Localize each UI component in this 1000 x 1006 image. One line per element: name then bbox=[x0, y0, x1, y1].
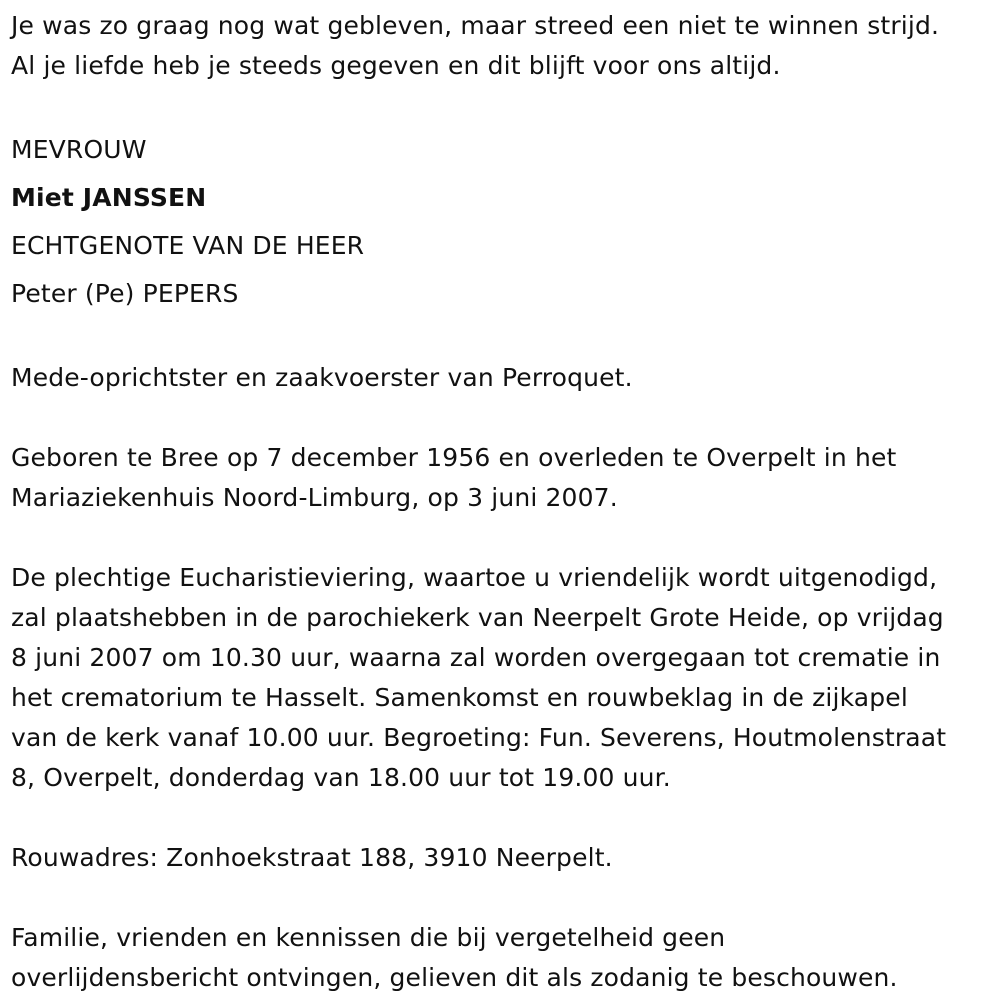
ceremony-paragraph bbox=[11, 558, 1000, 798]
birth-death-paragraph bbox=[11, 438, 1000, 518]
occupation-paragraph bbox=[11, 358, 1000, 398]
closing-paragraph bbox=[11, 918, 1000, 998]
ceremony-line: van de kerk vanaf 10.00 uur. Begroeting: Fun. Severens, Houtmolenstraat bbox=[11, 723, 947, 752]
closing-line: Familie, vrienden en kennissen die bij vergetelheid geen bbox=[11, 923, 726, 952]
ceremony-line: zal plaatshebben in de parochiekerk van Neerpelt Grote Heide, op vrijdag bbox=[11, 603, 944, 632]
spacer bbox=[11, 878, 1000, 918]
title-label: MEVROUW bbox=[11, 135, 147, 164]
spacer bbox=[11, 398, 1000, 438]
ceremony-line: 8 juni 2007 om 10.30 uur, waarna zal worden overgegaan tot crematie in bbox=[11, 643, 941, 672]
closing-line: overlijdensbericht ontvingen, gelieven dit als zodanig te beschouwen. bbox=[11, 963, 898, 992]
address-paragraph bbox=[11, 838, 1000, 878]
spacer bbox=[11, 318, 1000, 358]
name-block bbox=[11, 126, 1000, 318]
occupation-line: Mede-oprichtster en zaakvoerster van Perroquet. bbox=[11, 363, 633, 392]
relation-label: ECHTGENOTE VAN DE HEER bbox=[11, 231, 365, 260]
ceremony-line: het crematorium te Hasselt. Samenkomst en rouwbeklag in de zijkapel bbox=[11, 683, 908, 712]
verse-line: Je was zo graag nog wat gebleven, maar streed een niet te winnen strijd. bbox=[11, 11, 940, 40]
spacer bbox=[11, 518, 1000, 558]
birth-death-line: Geboren te Bree op 7 december 1956 en overleden te Overpelt in het bbox=[11, 443, 897, 472]
verse-line: Al je liefde heb je steeds gegeven en dit blijft voor ons altijd. bbox=[11, 51, 781, 80]
spacer bbox=[11, 798, 1000, 838]
ceremony-line: De plechtige Eucharistieviering, waartoe u vriendelijk wordt uitgenodigd, bbox=[11, 563, 938, 592]
deceased-name: Miet JANSSEN bbox=[11, 183, 207, 212]
verse-paragraph bbox=[11, 6, 1000, 86]
spacer bbox=[11, 86, 1000, 126]
ceremony-line: 8, Overpelt, donderdag van 18.00 uur tot 19.00 uur. bbox=[11, 763, 671, 792]
spouse-name: Peter (Pe) PEPERS bbox=[11, 279, 239, 308]
birth-death-line: Mariaziekenhuis Noord-Limburg, op 3 juni 2007. bbox=[11, 483, 618, 512]
address-line: Rouwadres: Zonhoekstraat 188, 3910 Neerpelt. bbox=[11, 843, 613, 872]
